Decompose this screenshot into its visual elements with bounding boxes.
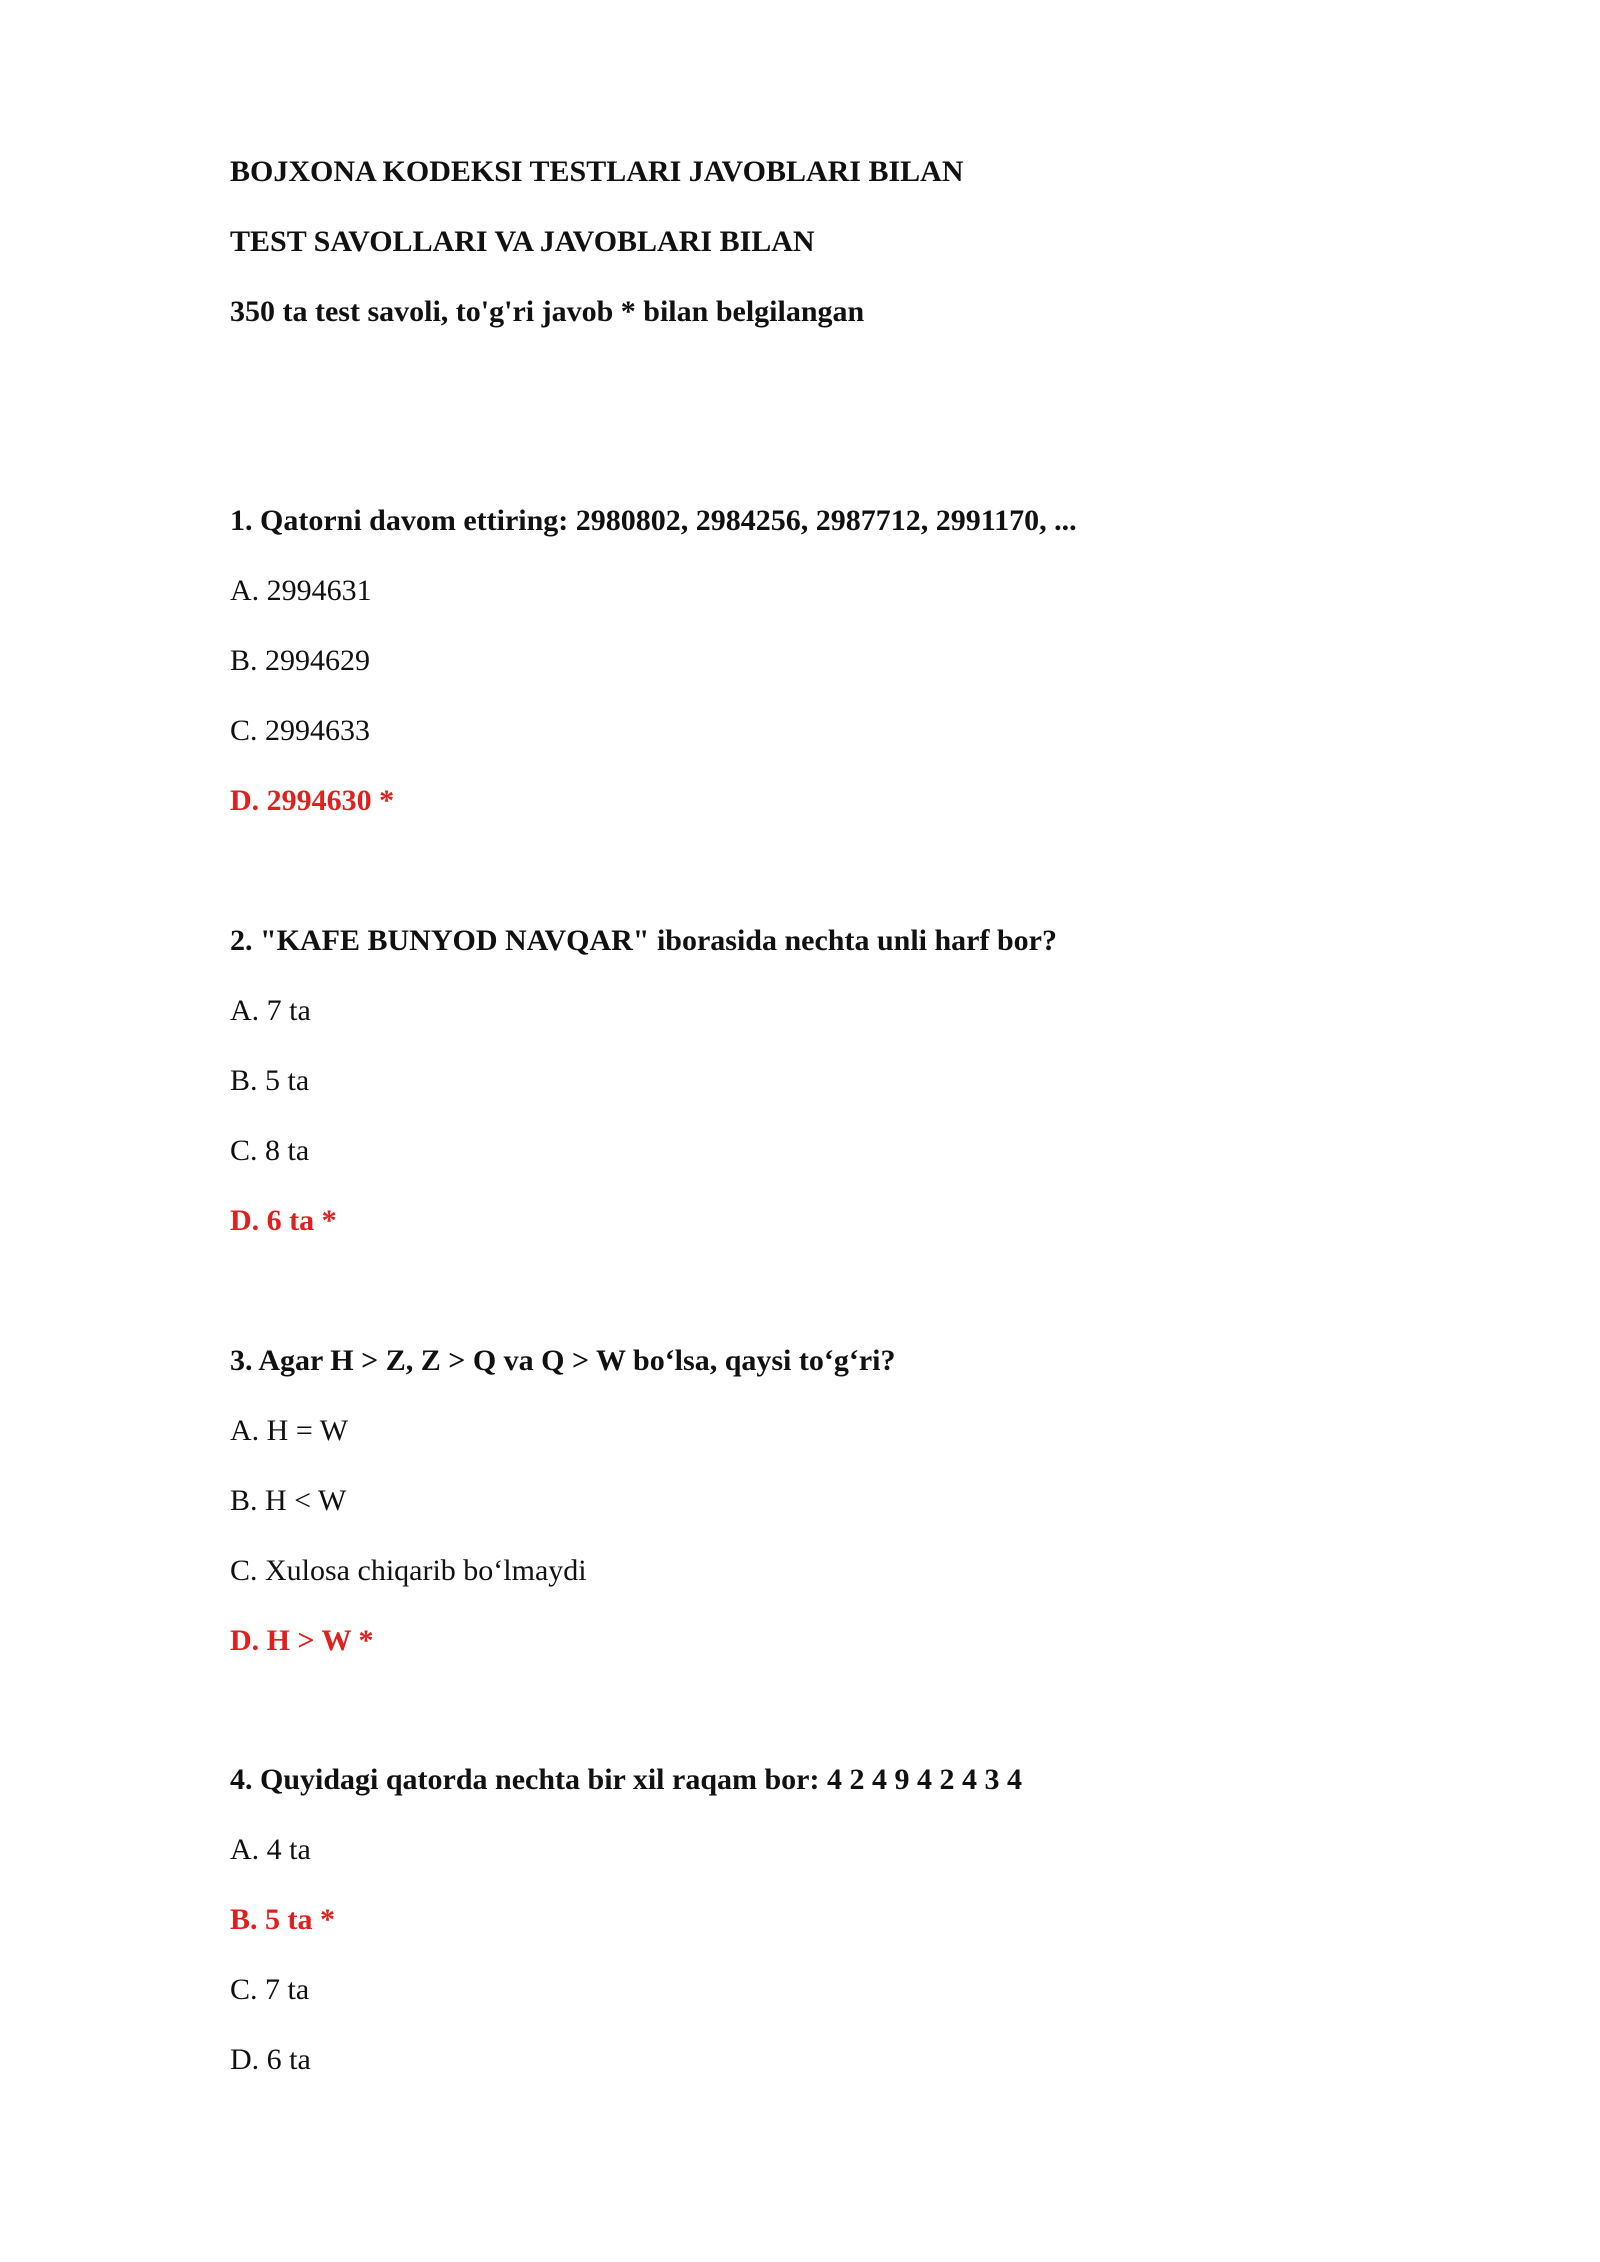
- answer-option-d: D. 6 ta: [230, 2043, 311, 2076]
- answer-option-a: A. H = W: [230, 1414, 349, 1447]
- answer-option-a: A. 2994631: [230, 574, 372, 607]
- answer-option-c: C. 2994633: [230, 714, 371, 747]
- answer-option-d-correct: D. 2994630 *: [230, 784, 395, 817]
- answer-option-b: B. 5 ta: [230, 1064, 310, 1097]
- question-text: 3. Agar H > Z, Z > Q va Q > W bo‘lsa, qaysi to‘g‘ri?: [230, 1344, 896, 1377]
- question-block-1: [230, 503, 1430, 819]
- document-subtitle: TEST SAVOLLARI VA JAVOBLARI BILAN: [230, 225, 815, 258]
- question-block-4: [230, 1762, 1430, 2078]
- answer-option-d-correct: D. 6 ta *: [230, 1204, 337, 1237]
- question-block-3: [230, 1343, 1430, 1659]
- answer-option-c: C. 7 ta: [230, 1973, 310, 2006]
- answer-option-a: A. 7 ta: [230, 994, 311, 1027]
- answer-option-c: C. 8 ta: [230, 1134, 310, 1167]
- question-text: 2. "KAFE BUNYOD NAVQAR" iborasida nechta unli harf bor?: [230, 924, 1057, 957]
- answer-option-c: C. Xulosa chiqarib bo‘lmaydi: [230, 1554, 587, 1587]
- question-block-2: [230, 923, 1430, 1239]
- answer-option-b: B. H < W: [230, 1484, 347, 1517]
- answer-option-b: B. 2994629: [230, 644, 371, 677]
- answer-option-d-correct: D. H > W *: [230, 1624, 374, 1657]
- question-text: 1. Qatorni davom ettiring: 2980802, 2984256, 2987712, 2991170, ...: [230, 504, 1077, 537]
- question-text: 4. Quyidagi qatorda nechta bir xil raqam bor: 4 2 4 9 4 2 4 3 4: [230, 1763, 1022, 1796]
- document-note: 350 ta test savoli, to'g'ri javob * bilan belgilangan: [230, 295, 865, 328]
- answer-option-a: A. 4 ta: [230, 1833, 311, 1866]
- answer-option-b-correct: B. 5 ta *: [230, 1903, 335, 1936]
- document-title: BOJXONA KODEKSI TESTLARI JAVOBLARI BILAN: [230, 155, 964, 188]
